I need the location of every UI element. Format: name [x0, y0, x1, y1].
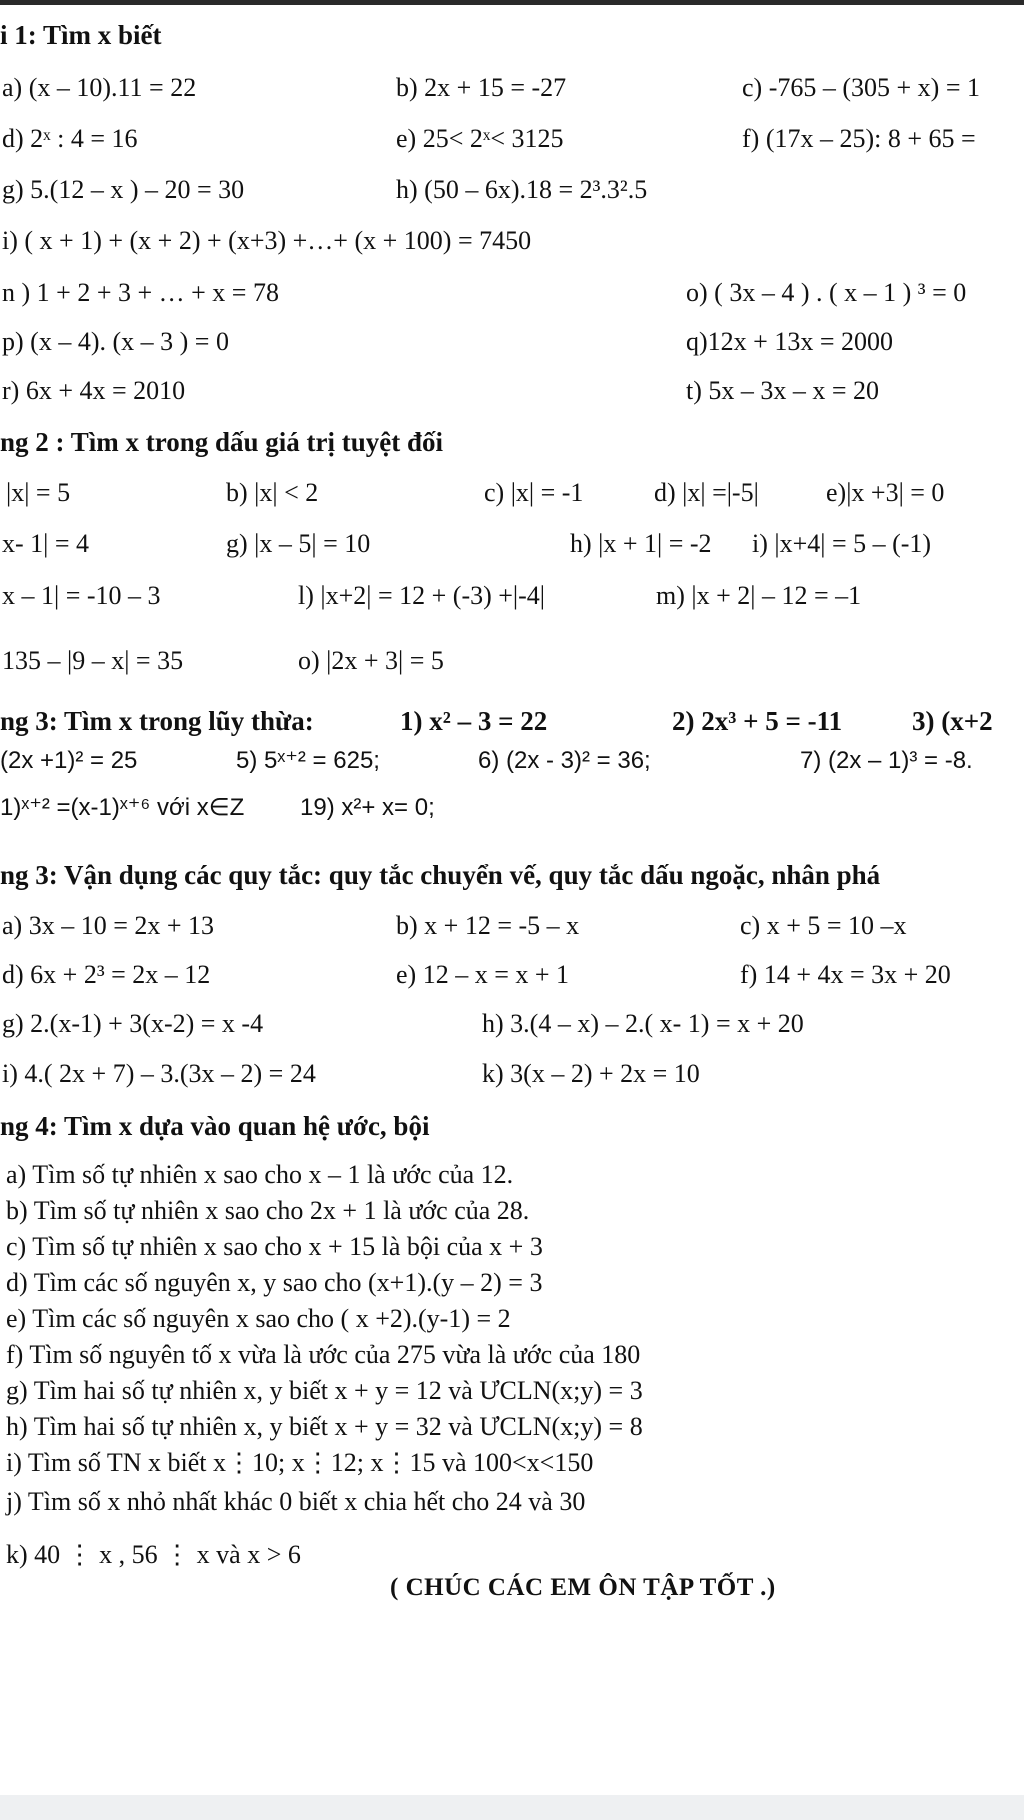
section-4-title: ng 4: Tìm x dựa vào quan hệ ước, bội — [0, 1111, 430, 1141]
exercise-3b: b) x + 12 = -5 – x — [396, 911, 580, 940]
exercise-2b: b) |x| < 2 — [226, 478, 319, 507]
power-eq-3: 3) (x+2 — [912, 706, 993, 736]
exercise-1f: f) (17x – 25): 8 + 65 = — [742, 124, 976, 153]
exercise-3a: a) 3x – 10 = 2x + 13 — [2, 911, 215, 940]
exercise-1d: d) 2ˣ : 4 = 16 — [2, 124, 138, 153]
page-bottom-edge — [0, 1795, 1024, 1820]
exercise-4e: e) Tìm các số nguyên x sao cho ( x +2).(y-1) = 2 — [6, 1304, 511, 1333]
exercise-1r: r) 6x + 4x = 2010 — [2, 376, 186, 405]
exercise-1n: n ) 1 + 2 + 3 + … + x = 78 — [2, 278, 279, 307]
exercise-4g: g) Tìm hai số tự nhiên x, y biết x + y = 12 và ƯCLN(x;y) = 3 — [6, 1376, 643, 1405]
exercise-1h: h) (50 – 6x).18 = 2³.3².5 — [396, 175, 648, 204]
exercise-2d: d) |x| =|-5| — [654, 478, 759, 507]
exercise-3g: g) 2.(x-1) + 3(x-2) = x -4 — [2, 1009, 264, 1038]
exercise-1p: p) (x – 4). (x – 3 ) = 0 — [2, 327, 229, 356]
exercise-3d: d) 6x + 2³ = 2x – 12 — [2, 960, 211, 989]
exercise-2a: |x| = 5 — [6, 478, 71, 507]
exercise-1t: t) 5x – 3x – x = 20 — [686, 376, 880, 405]
exercise-2n: 135 – |9 – x| = 35 — [2, 646, 184, 675]
exercise-1b: b) 2x + 15 = -27 — [396, 73, 567, 102]
exercise-2o: o) |2x + 3| = 5 — [298, 646, 444, 675]
exercise-4j: j) Tìm số x nhỏ nhất khác 0 biết x chia hết cho 24 và 30 — [6, 1487, 586, 1516]
exercise-3k: k) 3(x – 2) + 2x = 10 — [482, 1059, 700, 1088]
footer-message: ( CHÚC CÁC EM ÔN TẬP TỐT .) — [390, 1574, 776, 1601]
exercise-4c: c) Tìm số tự nhiên x sao cho x + 15 là bội của x + 3 — [6, 1232, 543, 1261]
exercise-1a: a) (x – 10).11 = 22 — [2, 73, 197, 102]
exercise-4i: i) Tìm số TN x biết x⋮10; x⋮12; x⋮15 và 100<x<150 — [6, 1448, 594, 1477]
section-1-title: i 1: Tìm x biết — [0, 20, 162, 50]
exercise-2f: x- 1| = 4 — [2, 529, 90, 558]
power-eq-19: 19) x²+ x= 0; — [300, 794, 435, 821]
power-eq-5: 5) 5ˣ⁺² = 625; — [236, 747, 380, 774]
exercise-1q: q)12x + 13x = 2000 — [686, 327, 893, 356]
exercise-2m: m) |x + 2| – 12 = –1 — [656, 581, 862, 610]
exercise-4b: b) Tìm số tự nhiên x sao cho 2x + 1 là ước của 28. — [6, 1196, 530, 1225]
section-2-title: ng 2 : Tìm x trong dấu giá trị tuyệt đối — [0, 427, 444, 457]
exercise-2c: c) |x| = -1 — [484, 478, 584, 507]
exercise-1g: g) 5.(12 – x ) – 20 = 30 — [2, 175, 245, 204]
power-eq-1: 1) x² – 3 = 22 — [400, 706, 548, 736]
exercise-3f: f) 14 + 4x = 3x + 20 — [740, 960, 951, 989]
exercise-3c: c) x + 5 = 10 –x — [740, 911, 907, 940]
exercise-2e: e)|x +3| = 0 — [826, 478, 945, 507]
exercise-2g: g) |x – 5| = 10 — [226, 529, 371, 558]
power-eq-4: (2x +1)² = 25 — [0, 747, 138, 774]
exercise-4d: d) Tìm các số nguyên x, y sao cho (x+1).(y – 2) = 3 — [6, 1268, 543, 1297]
exercise-2h: h) |x + 1| = -2 — [570, 529, 712, 558]
exercise-2k: x – 1| = -10 – 3 — [2, 581, 161, 610]
exercise-1c: c) -765 – (305 + x) = 1 — [742, 73, 980, 102]
exercise-4a: a) Tìm số tự nhiên x sao cho x – 1 là ước của 12. — [6, 1160, 514, 1189]
exercise-2i: i) |x+4| = 5 – (-1) — [752, 529, 932, 558]
exercise-1i: i) ( x + 1) + (x + 2) + (x+3) +…+ (x + 100) = 7450 — [2, 226, 532, 255]
section-3b-title: ng 3: Vận dụng các quy tắc: quy tắc chuyển vế, quy tắc dấu ngoặc, nhân phá — [0, 860, 881, 890]
exercise-1o: o) ( 3x – 4 ) . ( x – 1 ) ³ = 0 — [686, 278, 967, 307]
power-eq-8: 1)ˣ⁺² =(x-1)ˣ⁺⁶ với x∈Z — [0, 794, 245, 821]
power-eq-7: 7) (2x – 1)³ = -8. — [800, 747, 973, 774]
exercise-4h: h) Tìm hai số tự nhiên x, y biết x + y = 32 và ƯCLN(x;y) = 8 — [6, 1412, 643, 1441]
exercise-2l: l) |x+2| = 12 + (-3) +|-4| — [298, 581, 545, 610]
exercise-1e: e) 25< 2ˣ< 3125 — [396, 124, 564, 153]
exercise-3e: e) 12 – x = x + 1 — [396, 960, 570, 989]
exercise-3i: i) 4.( 2x + 7) – 3.(3x – 2) = 24 — [2, 1059, 316, 1088]
exercise-3h: h) 3.(4 – x) – 2.( x- 1) = x + 20 — [482, 1009, 804, 1038]
top-border — [0, 0, 1024, 5]
power-eq-6: 6) (2x - 3)² = 36; — [478, 747, 651, 774]
exercise-4f: f) Tìm số nguyên tố x vừa là ước của 275 vừa là ước của 180 — [6, 1340, 641, 1369]
section-3-title: ng 3: Tìm x trong lũy thừa: — [0, 706, 314, 736]
exercise-4k: k) 40 ⋮ x , 56 ⋮ x và x > 6 — [6, 1540, 301, 1569]
power-eq-2: 2) 2x³ + 5 = -11 — [672, 706, 843, 736]
